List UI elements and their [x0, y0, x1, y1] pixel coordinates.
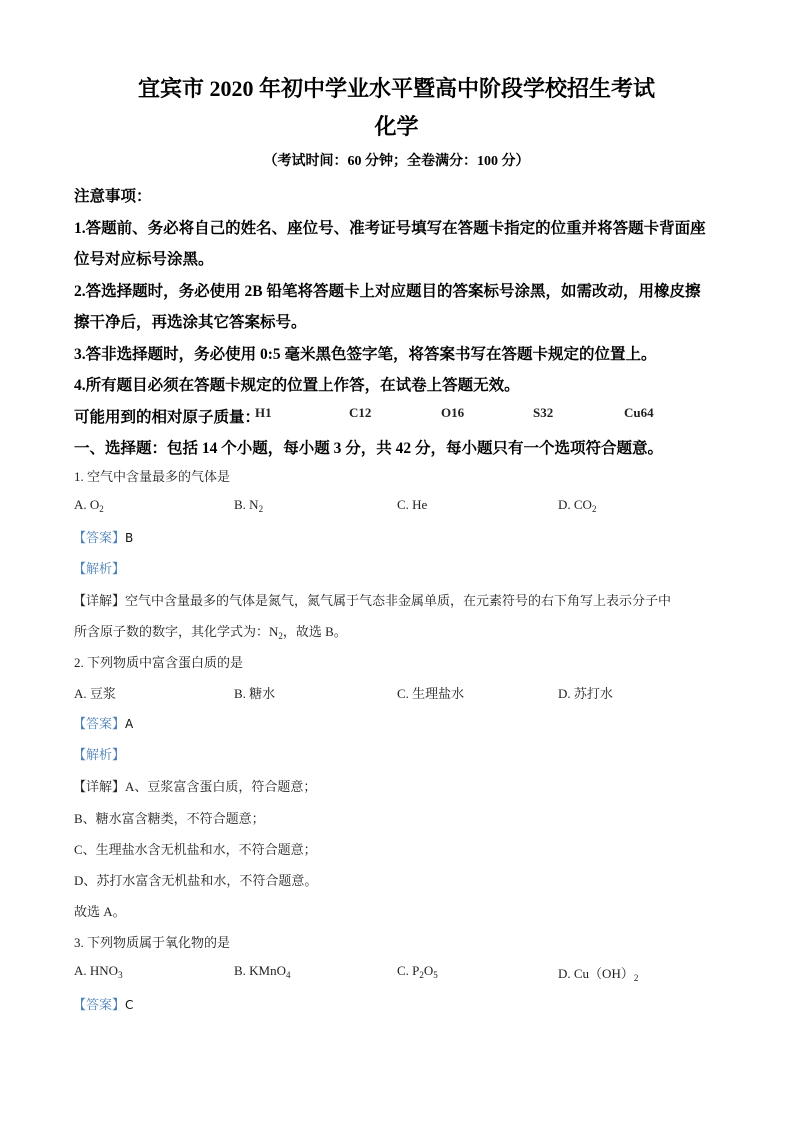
atomic-mass-o: O16 [441, 405, 465, 420]
question-3-answer [73, 994, 133, 1014]
question-2-detail-1: 【详解】A、豆浆富含蛋白质，符合题意； [73, 779, 317, 794]
question-1-stem: 1. 空气中含量最多的气体是 [74, 469, 231, 484]
question-1-detail-2: 所含原子数的数字，其化学式为：$N_2$，故选 B。 [74, 624, 347, 641]
question-2-option-a: A. 豆浆 [74, 686, 116, 701]
atomic-mass-c: C12 [349, 405, 372, 420]
atomic-mass-s: S32 [533, 405, 554, 420]
atomic-mass-h: H1 [255, 405, 272, 420]
question-2-stem: 2. 下列物质中富含蛋白质的是 [74, 655, 244, 670]
question-2-detail-3: C、生理盐水含无机盐和水，不符合题意； [74, 842, 317, 857]
question-1-option-a: A. $O_2$ [74, 497, 104, 514]
answer-label: 【答案】 [73, 717, 126, 732]
notice-item-2a: 2.答选择题时，务必使用 2B 铅笔将答题卡上对应题目的答案标号涂黑，如需改动，用橡皮擦 [74, 283, 701, 300]
question-2-option-b: B. 糖水 [234, 686, 276, 701]
subject-title: 化学 [374, 114, 419, 139]
question-1-detail-1: 【详解】空气中含量最多的气体是氮气，氮气属于气态非金属单质，在元素符号的右下角写上表示分子中 [73, 593, 672, 608]
question-2-detail-2: B、糖水富含糖类，不符合题意； [74, 811, 265, 826]
question-1-option-c: C. He [397, 497, 428, 512]
question-1-answer [73, 527, 133, 547]
atomic-mass-row [74, 405, 260, 427]
notice-item-1a: 1.答题前、务必将自己的姓名、座位号、准考证号填写在答题卡指定的位重并将答题卡背面座 [74, 220, 706, 237]
atomic-mass-cu: Cu64 [624, 405, 654, 420]
exam-title: 宜宾市 2020 年初中学业水平暨高中阶段学校招生考试 [137, 76, 655, 101]
question-3-option-b: B. KMnO$_4$ [234, 963, 291, 980]
question-1-option-b: B. $N_2$ [234, 497, 264, 514]
answer-label: 【答案】 [73, 531, 126, 546]
answer-value: A [125, 717, 134, 731]
question-2-detail-4: D、苏打水富含无机盐和水，不符合题意。 [74, 873, 318, 888]
atomic-mass-label: 可能用到的相对原子质量： [74, 409, 261, 426]
exam-info: （考试时间：60 分钟；全卷满分：100 分） [263, 154, 530, 169]
question-2-detail-5: 故选 A。 [74, 904, 126, 919]
notice-item-2b: 擦干净后，再选涂其它答案标号。 [74, 314, 307, 331]
notice-item-4: 4.所有题目必须在答题卡规定的位置上作答，在试卷上答题无效。 [74, 377, 520, 394]
notice-item-1b: 位号对应标号涂黑。 [74, 251, 214, 268]
question-3-option-a: A. $HNO_3$ [74, 963, 123, 980]
question-3-stem: 3. 下列物质属于氧化物的是 [74, 935, 231, 950]
section1-heading: 一、选择题：包括 14 个小题，每小题 3 分，共 42 分，每小题只有一个选项符合题意。 [74, 440, 664, 457]
question-2-option-c: C. 生理盐水 [397, 686, 465, 701]
answer-label: 【答案】 [73, 998, 126, 1013]
question-3-option-c: C. $P_2O_5$ [397, 963, 438, 980]
question-1-analysis-label: 【解析】 [73, 562, 126, 577]
answer-value: B [125, 531, 134, 545]
question-3-option-d: D. $Cu(OH)_2$ [558, 966, 639, 983]
answer-value: C [125, 998, 134, 1012]
question-2-answer [73, 713, 133, 733]
question-1-option-d: D. $CO_2$ [558, 497, 597, 514]
notice-item-3: 3.答非选择题时，务必使用 0:5 毫米黑色签字笔，将答案书写在答题卡规定的位置上。 [74, 346, 657, 363]
question-2-option-d: D. 苏打水 [558, 686, 613, 701]
question-2-analysis-label: 【解析】 [73, 748, 126, 763]
notice-heading: 注意事项： [74, 188, 152, 205]
